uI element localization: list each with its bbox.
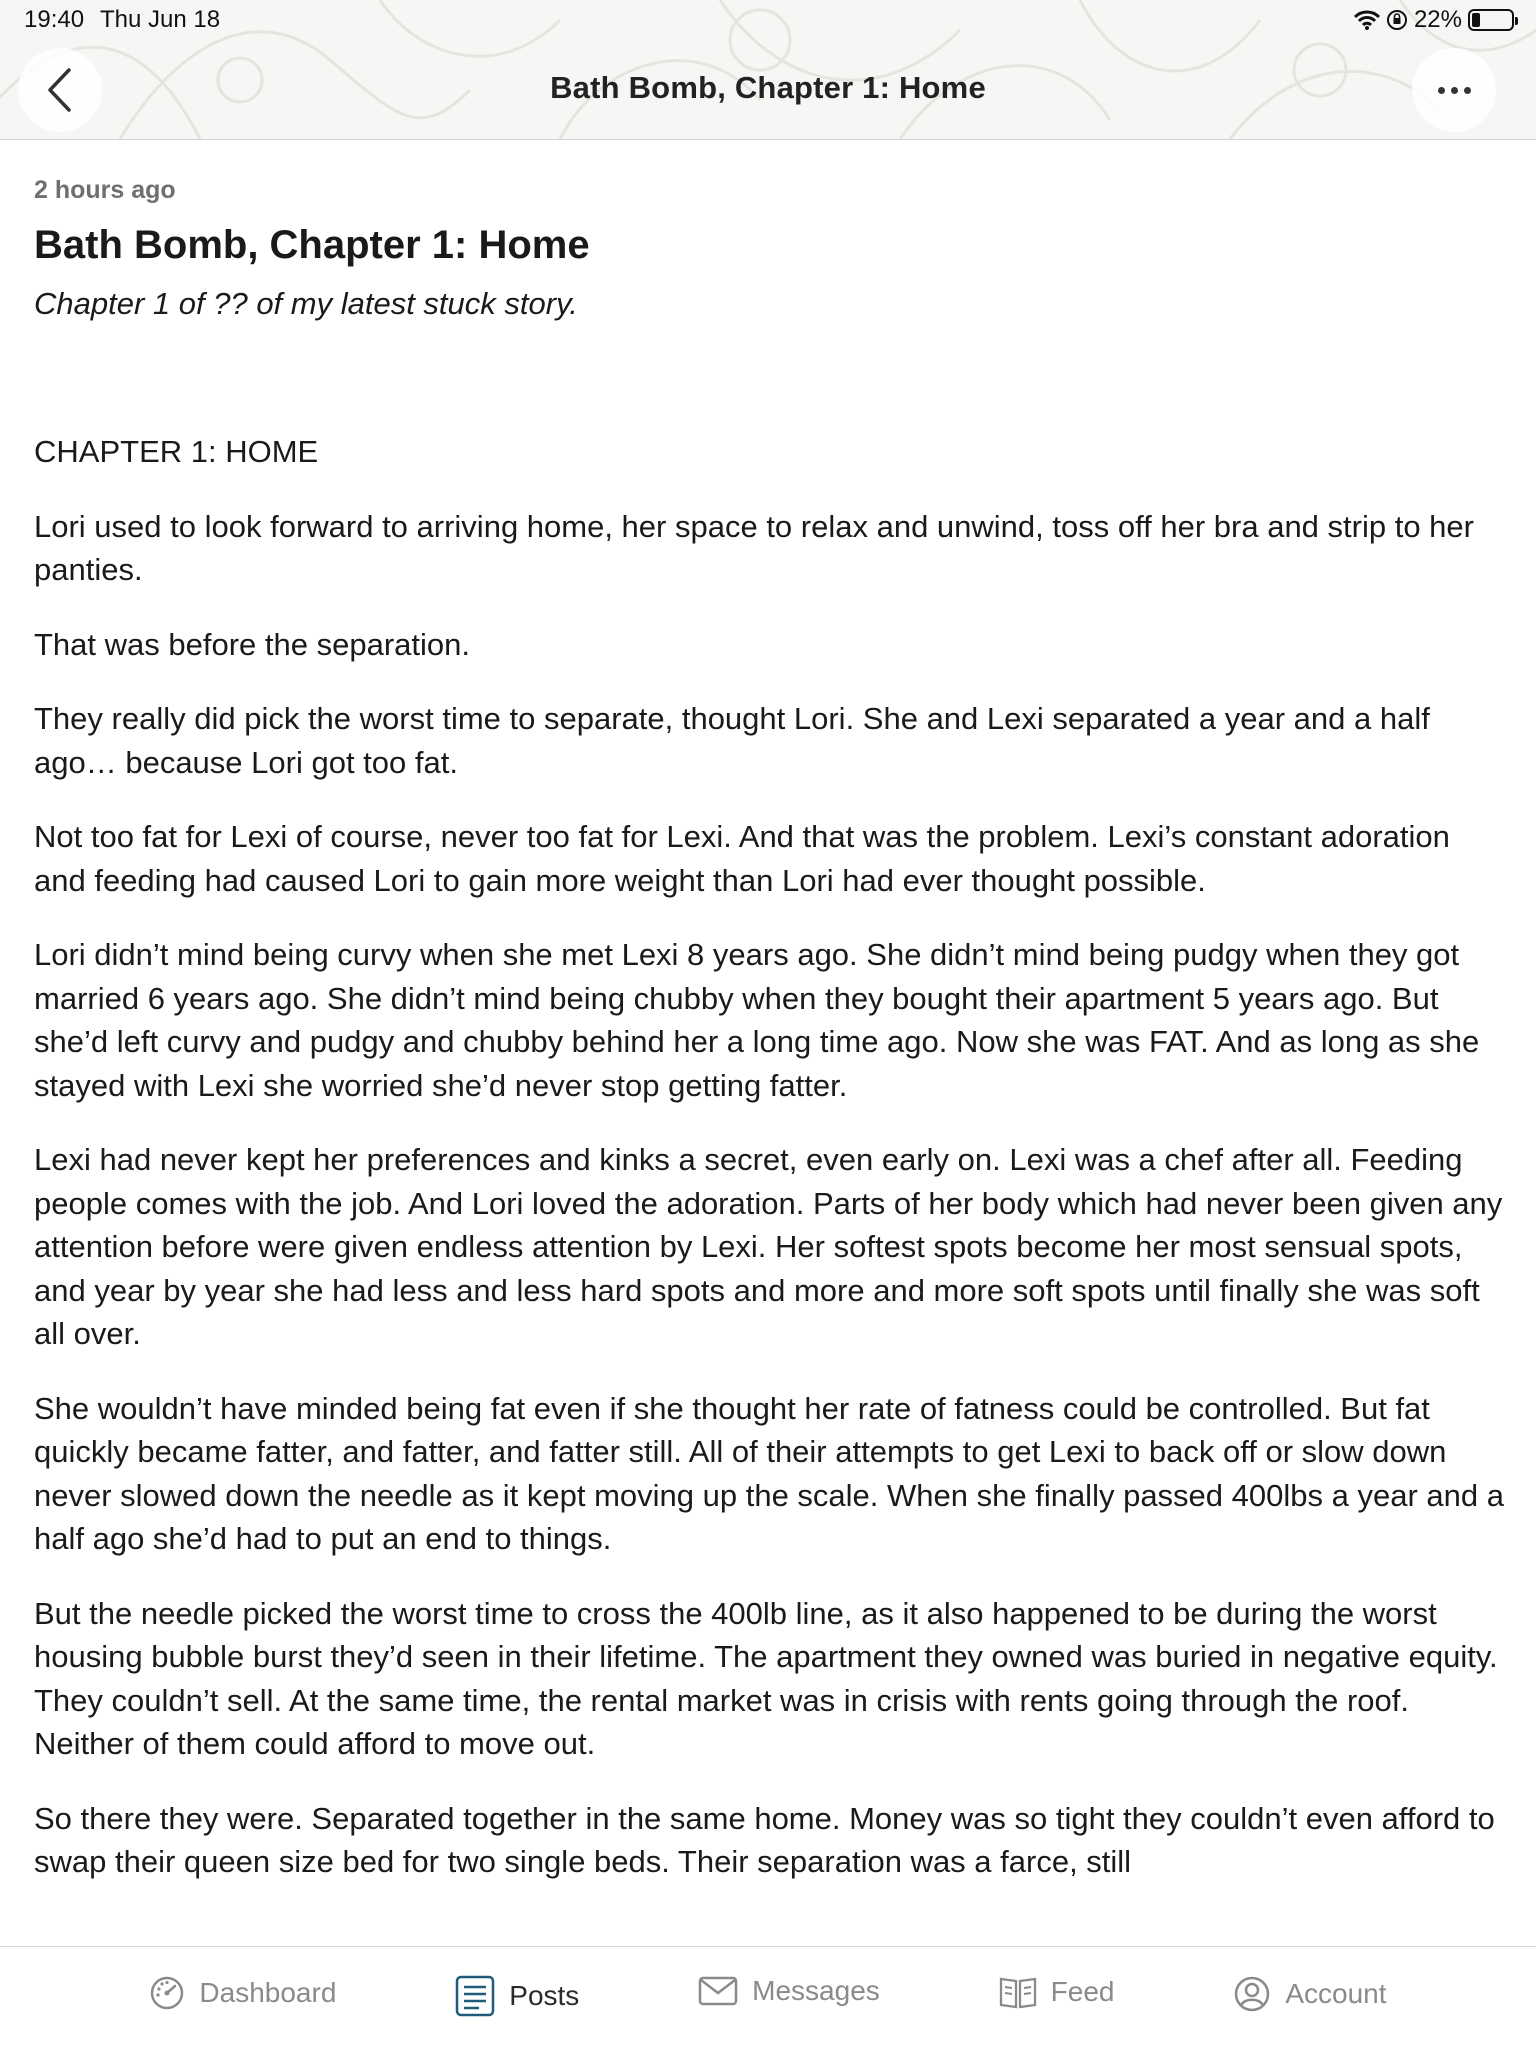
messages-icon	[698, 1976, 738, 2006]
battery-icon	[1468, 9, 1514, 31]
tab-bar	[0, 1946, 1536, 2048]
tab-dashboard[interactable]	[149, 1975, 336, 2011]
tab-messages[interactable]	[698, 1975, 880, 2007]
posts-icon	[455, 1975, 495, 2017]
more-button[interactable]	[1412, 48, 1496, 132]
post-content[interactable]	[34, 170, 1504, 1945]
more-dot	[1464, 87, 1471, 94]
wifi-icon	[1354, 10, 1380, 30]
feed-icon	[999, 1975, 1037, 2009]
tab-feed[interactable]	[999, 1975, 1115, 2009]
battery-fill	[1472, 13, 1480, 27]
paragraph: Lori didn’t mind being curvy when she met Lexi 8 years ago. She didn’t mind being pudgy when they got married 6 years ago. She didn’t mind being chubby when they bought their apartment 5 years ago. But she’d left curvy and pudgy and chubby behind her a long time ago. Now she was FAT. And as long as she stayed with Lexi she worried she’d never stop getting fatter.	[34, 937, 1480, 1103]
tab-posts[interactable]	[455, 1975, 579, 2017]
tab-feed-label: Feed	[1050, 1976, 1115, 2007]
paragraph: That was before the separation.	[34, 626, 470, 662]
account-icon	[1233, 1975, 1271, 2013]
status-bar	[0, 0, 1536, 40]
more-dot	[1451, 87, 1458, 94]
status-time: 19:40	[24, 6, 85, 33]
tab-messages-label: Messages	[752, 1975, 880, 2006]
tab-dashboard-label: Dashboard	[199, 1977, 337, 2008]
post-subtitle: Chapter 1 of ?? of my latest stuck story.	[34, 286, 578, 321]
post-body	[34, 430, 1504, 1884]
dashboard-icon	[149, 1975, 185, 2011]
more-horizontal-icon	[1438, 87, 1445, 94]
paragraph: So there they were. Separated together in the same home. Money was so tight they couldn’t even afford to swap their queen size bed for two single beds. Their separation was a farce, still	[34, 1800, 1495, 1879]
tab-account-label: Account	[1285, 1978, 1387, 2009]
orientation-lock-icon	[1386, 9, 1408, 31]
paragraph: Lori used to look forward to arriving home, her space to relax and unwind, toss off her bra and strip to her panties.	[34, 508, 1474, 587]
battery-percent: 22%	[1413, 6, 1462, 33]
post-timestamp: 2 hours ago	[34, 176, 176, 204]
post-title: Bath Bomb, Chapter 1: Home	[34, 223, 590, 267]
header	[0, 0, 1536, 140]
paragraph: CHAPTER 1: HOME	[34, 434, 319, 469]
paragraph: Lexi had never kept her preferences and kinks a secret, even early on. Lexi was a chef after all. Feeding people comes with the job. And Lori loved the adoration. Parts of her body which had never been given any attention before were given endless attention by Lexi. Her softest spots become her most sensual spots, and year by year she had less and less hard spots and more and more soft spots until finally she was soft all over.	[34, 1142, 1503, 1351]
tab-posts-label: Posts	[509, 1980, 580, 2011]
paragraph: They really did pick the worst time to separate, thought Lori. She and Lexi separated a year and a half ago… because Lori got too fat.	[34, 701, 1430, 780]
paragraph: She wouldn’t have minded being fat even if she thought her rate of fatness could be controlled. But fat quickly became fatter, and fatter, and fatter still. All of their attempts to get Lexi to back off or slow down never slowed down the needle as it kept moving up the scale. When she finally passed 400lbs a year and a half ago she’d had to put an end to things.	[34, 1390, 1504, 1556]
paragraph: But the needle picked the worst time to cross the 400lb line, as it also happened to be during the worst housing bubble burst they’d seen in their lifetime. The apartment they owned was buried in negative equity. They couldn’t sell. At the same time, the rental market was in crisis with rents going through the roof. Neither of them could afford to move out.	[34, 1595, 1498, 1761]
paragraph: Not too fat for Lexi of course, never too fat for Lexi. And that was the problem. Lexi’s constant adoration and feeding had caused Lori to gain more weight than Lori had ever thought possible.	[34, 819, 1450, 898]
tab-account[interactable]	[1233, 1975, 1386, 2013]
status-indicators	[1354, 6, 1514, 34]
nav-title: Bath Bomb, Chapter 1: Home	[550, 70, 986, 105]
status-date: Thu Jun 18	[100, 6, 221, 33]
